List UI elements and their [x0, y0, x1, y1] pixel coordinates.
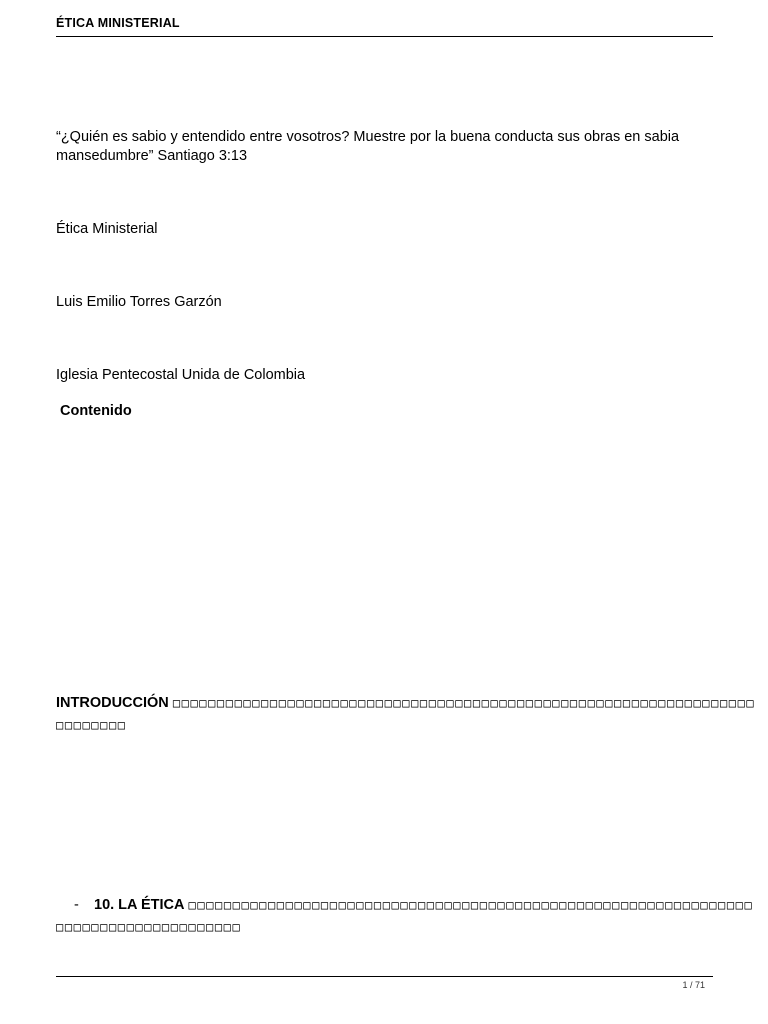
organization-name: Iglesia Pentecostal Unida de Colombia — [56, 367, 306, 383]
author-name: Luis Emilio Torres Garzón — [56, 294, 222, 310]
toc-leader: □□□□□□□□□□□□□□□□□□□□□□□□□□□□□□□□□□□□□□□□□□□□□□□□□□□□□□□□□□□□□□□□□□□□□□□□□□ — [56, 696, 756, 732]
toc-entry-label: INTRODUCCIÓN — [56, 695, 169, 711]
header-title: ÉTICA MINISTERIAL — [56, 16, 180, 30]
document-title: Ética Ministerial — [56, 221, 158, 237]
toc-leader: □□□□□□□□□□□□□□□□□□□□□□□□□□□□□□□□□□□□□□□□□□□□□□□□□□□□□□□□□□□□□□□□□□□□□□□□□□□□□□□□□□□□□ — [56, 898, 754, 934]
page-header — [56, 14, 713, 37]
toc-entry-la-etica[interactable] — [56, 894, 756, 938]
toc-entry-label: 10. LA ÉTICA — [94, 897, 185, 913]
toc-bullet-dash: - — [74, 897, 79, 913]
contents-heading: Contenido — [60, 403, 132, 419]
page-footer — [56, 976, 713, 990]
epigraph-quote: “¿Quién es sabio y entendido entre vosotros? Muestre por la buena conducta sus obras en sabia mansedumbre” Santiago 3:13 — [56, 129, 680, 164]
toc-entry-introduccion[interactable] — [56, 692, 756, 736]
page-number: 1 / 71 — [682, 980, 705, 990]
